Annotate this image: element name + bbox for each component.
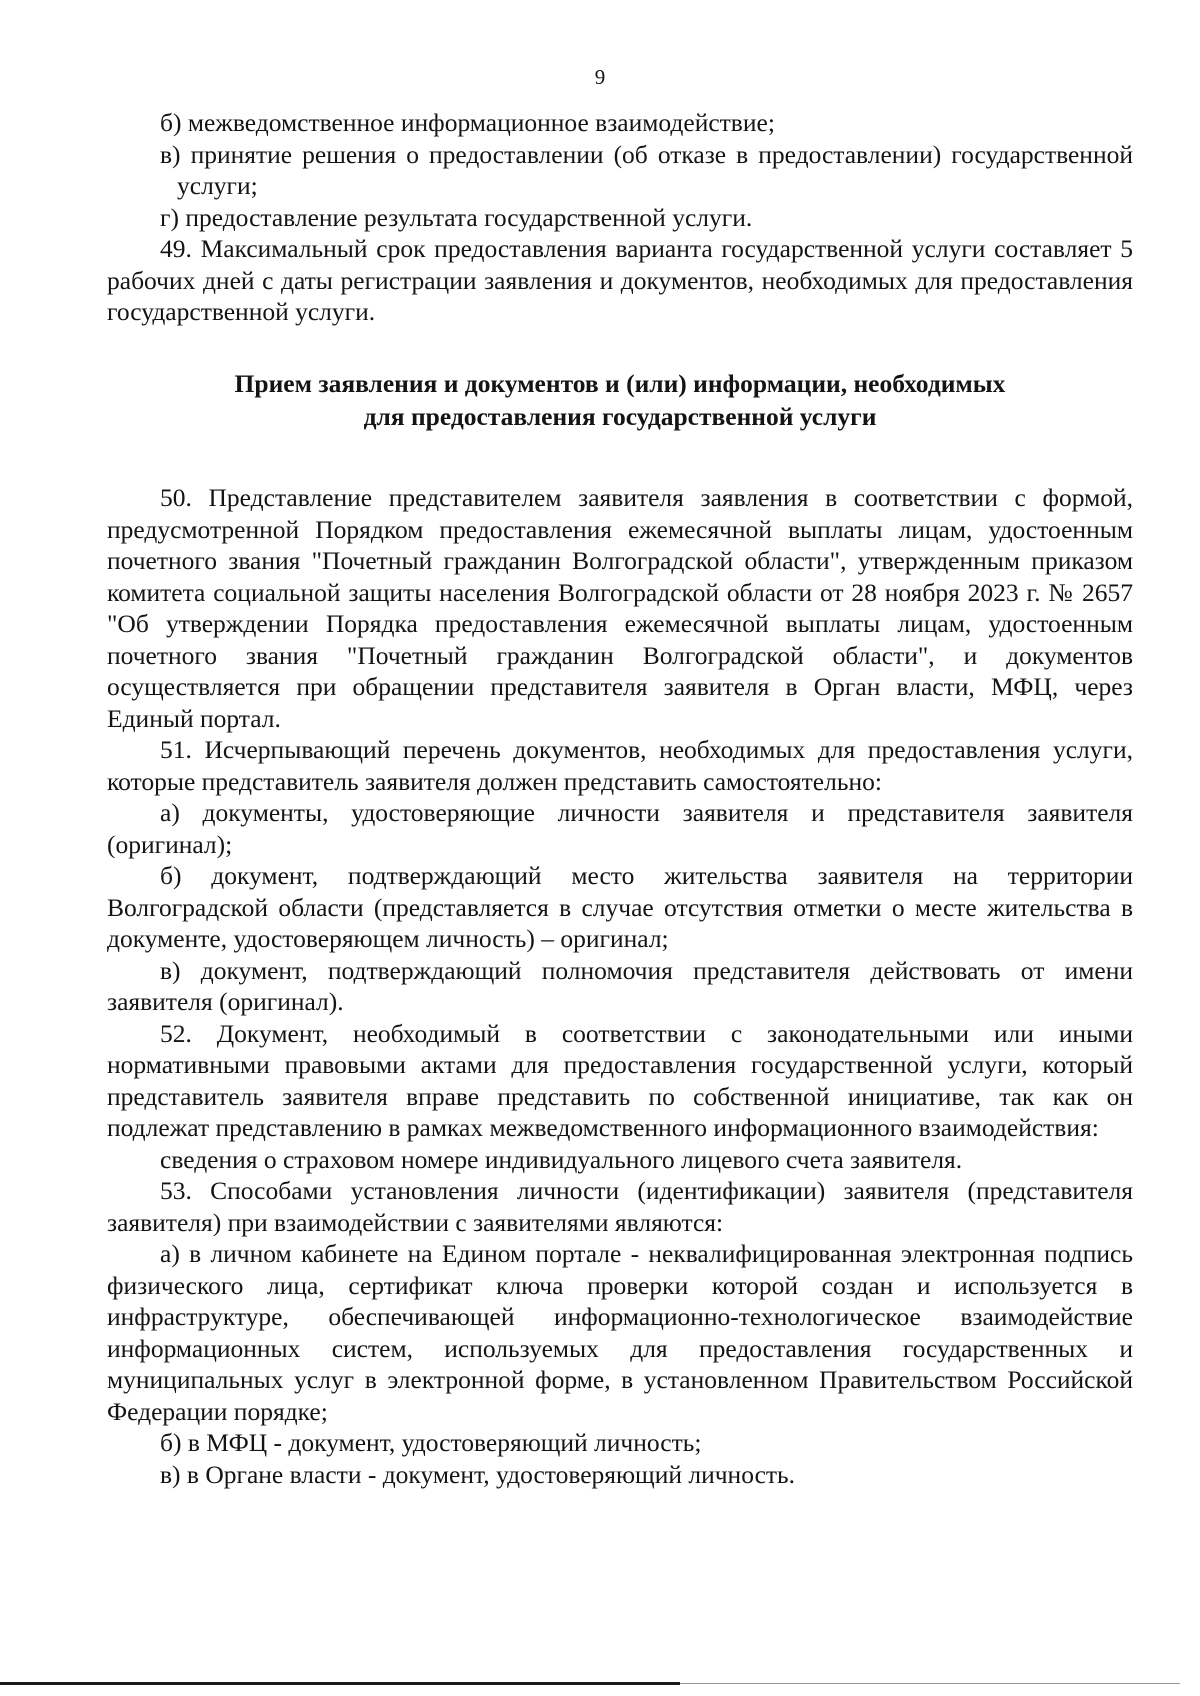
paragraph-53-item-a: а) в личном кабинете на Едином портале - неквалифицированная электронная подпись физического лица, сертификат ключа проверки которой создан и используется в инфраструктуре, обеспечивающей информационно-технологическое взаимодействие информационных систем, используемых для предоставления государственных и муниципальных услуг в электронной форме, в установленном Правительством Российской Федерации порядке; (107, 1239, 1133, 1426)
paragraph-51: 51. Исчерпывающий перечень документов, необходимых для предоставления услуги, которые представитель заявителя должен представить самостоятельно: (107, 735, 1133, 796)
paragraph-53-item-v: в) в Органе власти - документ, удостоверяющий личность. (160, 1459, 796, 1489)
list-item-g: г) предоставление результата государственной услуги. (160, 202, 753, 232)
page-number: 9 (594, 65, 606, 89)
paragraph-50: 50. Представление представителем заявителя заявления в соответствии с формой, предусмотренной Порядком предоставления ежемесячной выплаты лицам, удостоенным почетного звания "Почетный гражданин Волгоградской области", утвержденным приказом комитета социальной защиты населения Волгоградской области от 28 ноября 2023 г. № 2657 "Об утверждении Порядка предоставления ежемесячной выплаты лицам, удостоенным почетного звания "Почетный гражданин Волгоградской области", и документов осуществляется при обращении представителя заявителя в Орган власти, МФЦ, через Единый портал. (107, 483, 1133, 733)
paragraph-51-item-b: б) документ, подтверждающий место жительства заявителя на территории Волгоградской области (представляется в случае отсутствия отметки о месте жительства в документе, удостоверяющем личность) – оригинал; (107, 861, 1133, 953)
list-item-v: в) принятие решения о предоставлении (об отказе в предоставлении) государственной услуги; (160, 139, 1133, 200)
paragraph-51-item-v: в) документ, подтверждающий полномочия представителя действовать от имени заявителя (оригинал). (107, 955, 1133, 1016)
bottom-scan-edge-faint (680, 1683, 1180, 1684)
paragraph-51-item-a: а) документы, удостоверяющие личности заявителя и представителя заявителя (оригинал); (107, 798, 1133, 859)
list-item-b: б) межведомственное информационное взаимодействие; (160, 108, 775, 137)
section-body (107, 482, 1133, 1490)
section-stages (107, 107, 1133, 328)
section-heading-line-1: Прием заявления и документов и (или) информации, необходимых (234, 369, 1006, 398)
paragraph-53-item-b: б) в МФЦ - документ, удостоверяющий личность; (160, 1428, 702, 1457)
paragraph-52-item: сведения о страховом номере индивидуального лицевого счета заявителя. (160, 1144, 963, 1174)
bottom-scan-edge (0, 1682, 680, 1685)
section-heading-line-2: для предоставления государственной услуги (363, 402, 877, 431)
paragraph-49: 49. Максимальный срок предоставления варианта государственной услуги составляет 5 рабочих дней с даты регистрации заявления и документов, необходимых для предоставления государственной услуги. (107, 234, 1133, 326)
section-heading (107, 367, 1133, 433)
paragraph-53: 53. Способами установления личности (идентификации) заявителя (представителя заявителя) при взаимодействии с заявителями являются: (107, 1176, 1133, 1237)
paragraph-52: 52. Документ, необходимый в соответствии с законодательными или иными нормативными правовыми актами для предоставления государственной услуги, который представитель заявителя вправе представить по собственной инициативе, так как он подлежат представлению в рамках межведомственного информационного взаимодействия: (107, 1018, 1133, 1142)
